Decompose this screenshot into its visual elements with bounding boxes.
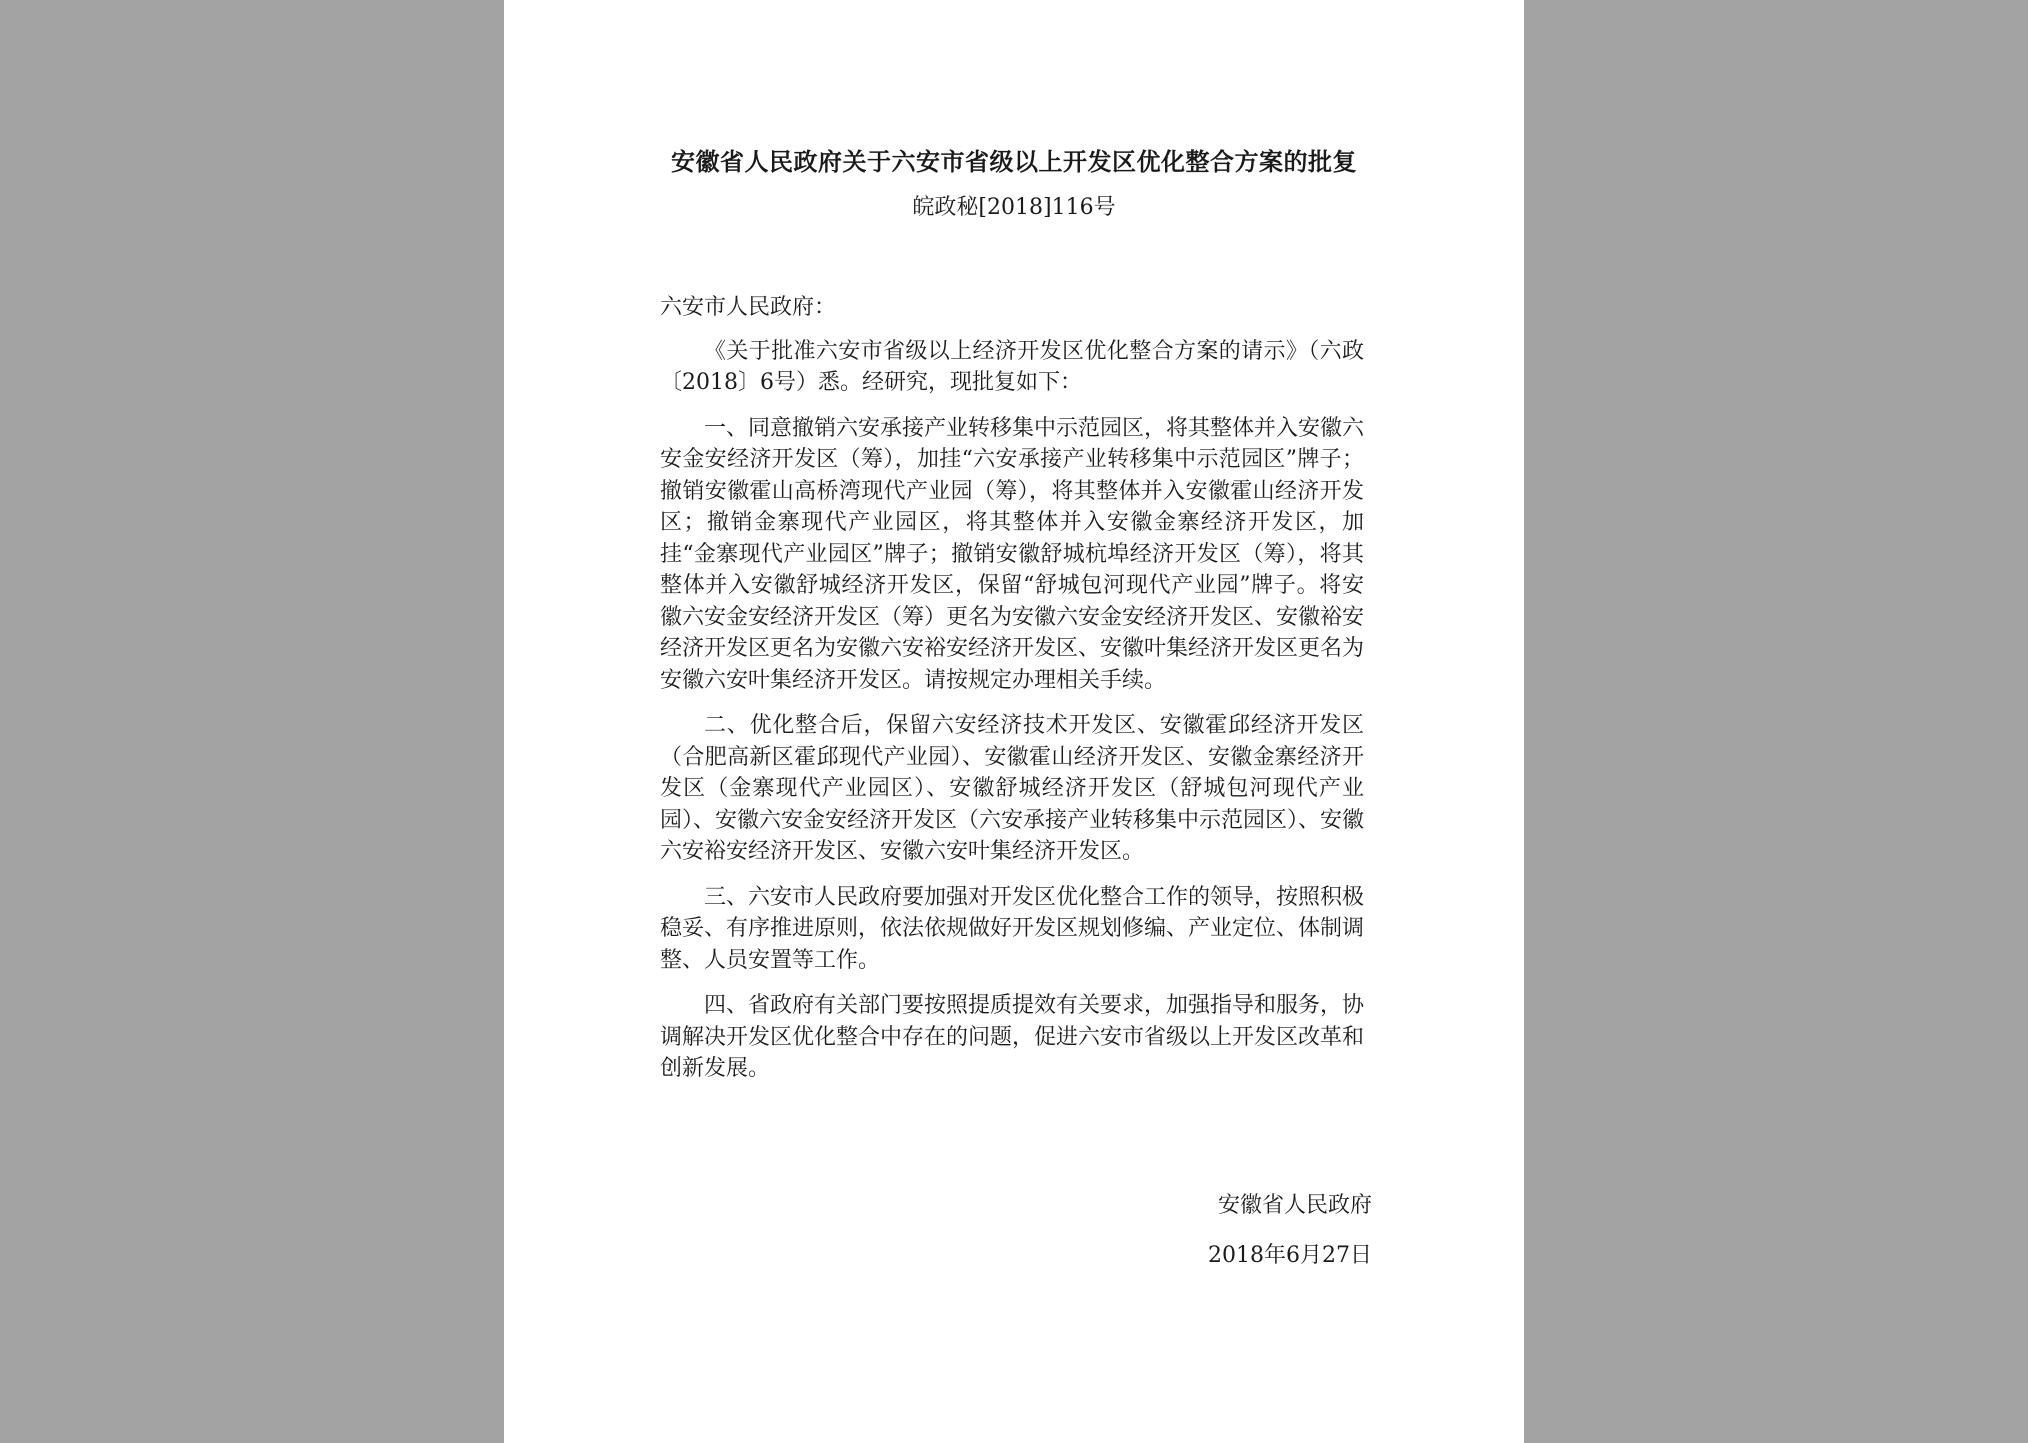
document-date: 2018年6月27日 bbox=[1208, 1243, 1372, 1268]
salutation: 六安市人民政府： bbox=[660, 295, 837, 320]
document-title: 安徽省人民政府关于六安市省级以上开发区优化整合方案的批复 bbox=[671, 147, 1357, 176]
paragraph-four: 四、省政府有关部门要按照提质提效有关要求，加强指导和服务，协调解决开发区优化整合中存在的问题，促进六安市省级以上开发区改革和创新发展。 bbox=[660, 993, 1365, 1081]
document-number: 皖政秘[2018]116号 bbox=[912, 195, 1116, 220]
paragraph-two: 二、优化整合后，保留六安经济技术开发区、安徽霍邱经济开发区（合肥高新区霍邱现代产业园）、安徽霍山经济开发区、安徽金寨经济开发区（金寨现代产业园区）、安徽舒城经济开发区（舒城包河现代产业园）、安徽六安金安经济开发区（六安承接产业转移集中示范园区）、安徽六安裕安经济开发区、安徽六安叶集经济开发区。 bbox=[660, 713, 1365, 864]
paragraph-three: 三、六安市人民政府要加强对开发区优化整合工作的领导，按照积极稳妥、有序推进原则，依法依规做好开发区规划修编、产业定位、体制调整、人员安置等工作。 bbox=[660, 884, 1365, 973]
document-page bbox=[504, 0, 1524, 1443]
paragraph-intro: 《关于批准六安市省级以上经济开发区优化整合方案的请示》（六政〔2018〕6号）悉。经研究，现批复如下： bbox=[660, 338, 1364, 395]
paragraph-one: 一、同意撤销六安承接产业转移集中示范园区，将其整体并入安徽六安金安经济开发区（筹），加挂“六安承接产业转移集中示范园区”牌子；撤销安徽霍山高桥湾现代产业园（筹），将其整体并入安徽霍山经济开发区；撤销金寨现代产业园区，将其整体并入安徽金寨经济开发区，加挂“金寨现代产业园区”牌子；撤销安徽舒城杭埠经济开发区（筹），将其整体并入安徽舒城经济开发区，保留“舒城包河现代产业园”牌子。将安徽六安金安经济开发区（筹）更名为安徽六安金安经济开发区、安徽裕安经济开发区更名为安徽六安裕安经济开发区、安徽叶集经济开发区更名为安徽六安叶集经济开发区。请按规定办理相关手续。 bbox=[660, 415, 1365, 693]
document-body bbox=[660, 292, 1364, 1099]
signature: 安徽省人民政府 bbox=[1217, 1193, 1372, 1218]
